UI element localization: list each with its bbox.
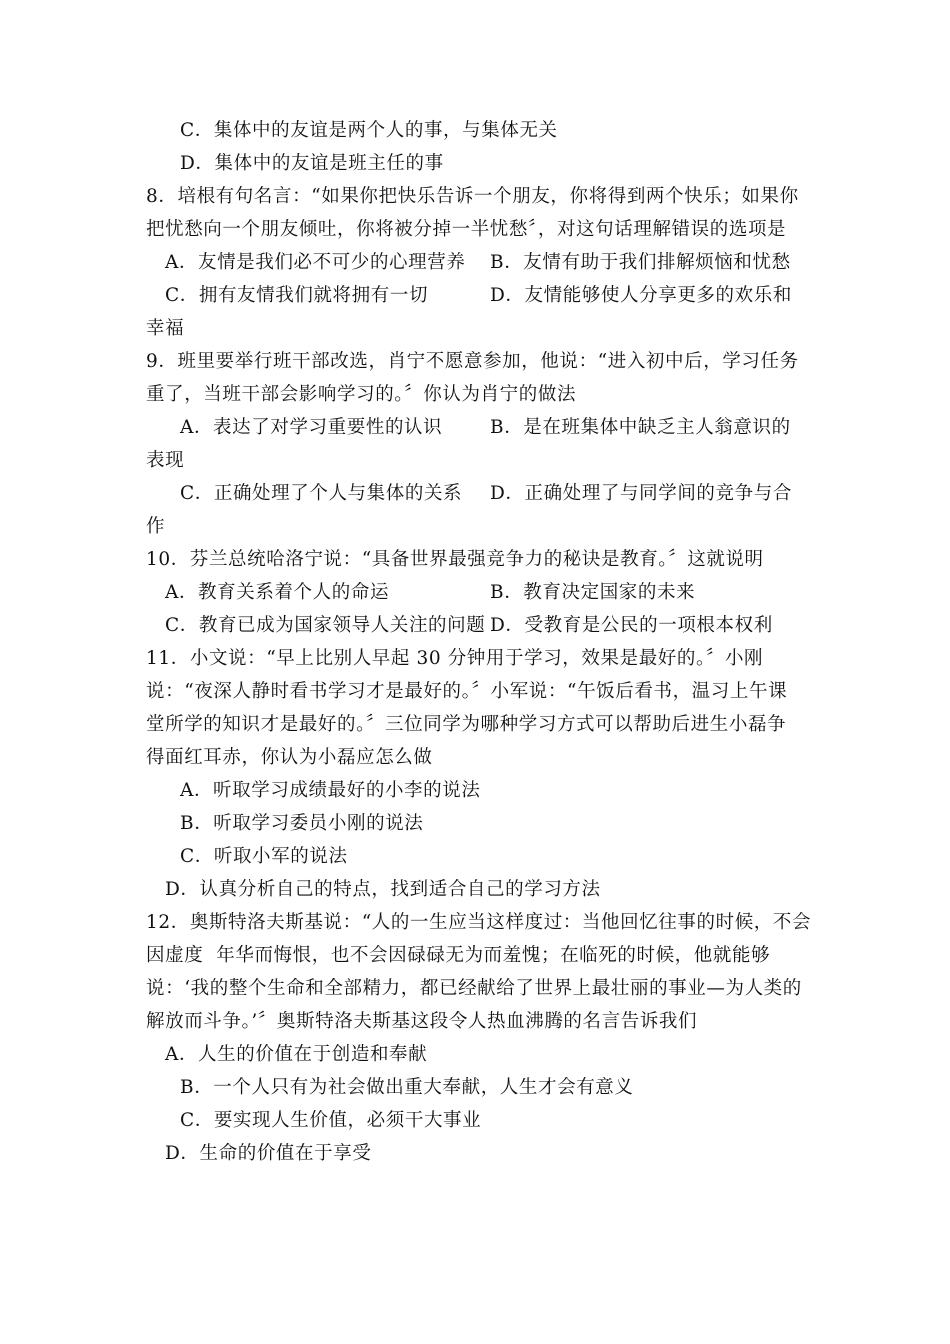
q10-option-d: D．受教育是公民的一项根本权利 [490,615,773,636]
q12-stem-line4: 解放而斗争。’〞奥斯特洛夫斯基这段令人热血沸腾的名言告诉我们 [146,1011,698,1032]
q12-stem-line2: 因虚度 年华而悔恨，也不会因碌碌无为而羞愧；在临死的时候，他就能够 [146,945,771,966]
q11-option-a: A．听取学习成绩最好的小李的说法 [180,780,481,801]
q12-option-b: B．一个人只有为社会做出重大奉献，人生才会有意义 [180,1077,634,1098]
q9-option-b-wrap: 表现 [146,450,185,471]
q12-option-a: A．人生的价值在于创造和奉献 [165,1044,428,1065]
q11-stem-line4: 得面红耳赤，你认为小磊应怎么做 [146,747,433,768]
q8-option-b: B．友情有助于我们排解烦恼和忧愁 [490,252,791,273]
q11-option-d: D．认真分析自己的特点，找到适合自己的学习方法 [165,879,601,900]
q8-stem-line1: 8．培根有句名言：“如果你把快乐告诉一个朋友，你将得到两个快乐；如果你 [146,186,799,207]
q11-option-b: B．听取学习委员小刚的说法 [180,813,424,834]
q11-stem-line3: 堂所学的知识才是最好的。〞三位同学为哪种学习方式可以帮助后进生小磊争 [146,714,787,735]
q11-option-c: C．听取小军的说法 [180,846,348,867]
q10-option-a: A．教育关系着个人的命运 [165,582,390,603]
q8-option-d: D．友情能够使人分享更多的欢乐和 [490,285,792,306]
q9-stem-line1: 9．班里要举行班干部改选，肖宁不愿意参加，他说：“进入初中后，学习任务 [146,351,799,372]
q9-option-d-wrap: 作 [146,516,166,537]
q10-option-c: C．教育已成为国家领导人关注的问题 [165,615,486,636]
q12-stem-line3: 说：‘我的整个生命和全部精力，都已经献给了世界上最壮丽的事业—为人类的 [146,978,802,999]
q7-option-c: C．集体中的友谊是两个人的事，与集体无关 [180,120,558,141]
q11-stem-line2: 说：“夜深人静时看书学习才是最好的。〞小军说：“午饭后看书，温习上午课 [146,681,788,702]
q10-stem: 10．芬兰总统哈洛宁说：“具备世界最强竞争力的秘诀是教育。〞这就说明 [146,549,764,570]
q9-stem-line2: 重了，当班干部会影响学习的。〞你认为肖宁的做法 [146,384,577,405]
q7-option-d: D．集体中的友谊是班主任的事 [180,153,444,174]
q12-option-c: C．要实现人生价值，必须干大事业 [180,1110,482,1131]
q9-option-d: D．正确处理了与同学间的竞争与合 [490,483,792,504]
q11-stem-line1: 11．小文说：“早上比别人早起 30 分钟用于学习，效果是最好的。〞小刚 [146,648,764,669]
q8-option-a: A．友情是我们必不可少的心理营养 [165,252,466,273]
q12-option-d: D．生命的价值在于享受 [165,1143,372,1164]
q8-option-d-wrap: 幸福 [146,318,185,339]
q10-option-b: B．教育决定国家的未来 [490,582,696,603]
q9-option-c: C．正确处理了个人与集体的关系 [180,483,463,504]
q8-option-c: C．拥有友情我们就将拥有一切 [165,285,429,306]
q9-option-b: B．是在班集体中缺乏主人翁意识的 [490,417,791,438]
q9-option-a: A．表达了对学习重要性的认识 [180,417,443,438]
q8-stem-line2: 把忧愁向一个朋友倾吐，你将被分掉一半忧愁〞，对这句话理解错误的选项是 [146,219,787,240]
q12-stem-line1: 12．奥斯特洛夫斯基说：“人的一生应当这样度过：当他回忆往事的时候，不会 [146,912,812,933]
